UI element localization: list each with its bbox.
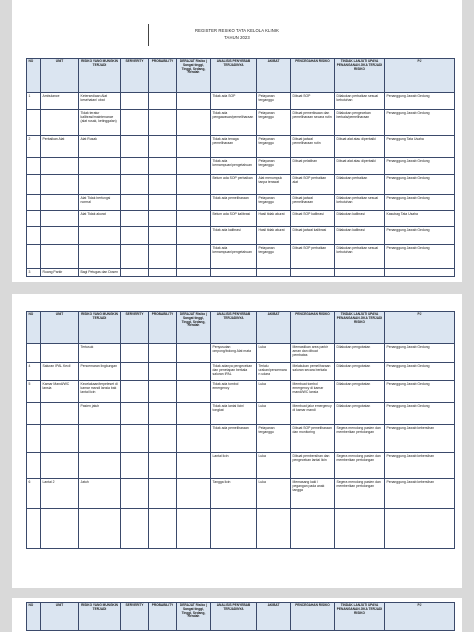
cell-no bbox=[27, 344, 41, 363]
cell-empty bbox=[149, 425, 177, 453]
cell-followup: Dilakukan kalibrasi bbox=[335, 211, 385, 227]
cell-prevent: Dibuat SOP perbaikan alat bbox=[291, 175, 335, 195]
table-row bbox=[27, 245, 455, 269]
cell-cause: Tidak ada pemeliharaan bbox=[211, 195, 257, 211]
cell-prevent: Dibuat pemeriksaan dan pemeliharaan secara rutin bbox=[291, 110, 335, 136]
cell-risk bbox=[79, 453, 121, 479]
table-row bbox=[27, 479, 455, 509]
cell-cause: Penyusutan ompong/bolong Alat mata bbox=[211, 344, 257, 363]
document-title: REGISTER RESIKO TATA KELOLA KLINIK bbox=[194, 28, 280, 33]
column-header: UNIT bbox=[41, 59, 79, 93]
cell-empty bbox=[121, 93, 149, 110]
cell-empty bbox=[149, 269, 177, 277]
cell-no bbox=[27, 425, 41, 453]
cell-unit bbox=[41, 403, 79, 425]
cell-effect: Hasil tidak akurat bbox=[257, 227, 291, 245]
cell-risk: Alat Tidak akurat bbox=[79, 211, 121, 227]
cell-risk: Alat Rusak bbox=[79, 136, 121, 158]
cell-cause: Tidak ada pengawasan/pemeliharaan bbox=[211, 110, 257, 136]
cell-empty bbox=[121, 227, 149, 245]
cell-prevent: Dibuat jadwal kalibrasi bbox=[291, 227, 335, 245]
column-header: NO bbox=[27, 59, 41, 93]
cell-risk: Bagi Petugas dan Dosen bbox=[79, 269, 121, 277]
cell-prevent: Dibuat SOP pemeliharaan dan monitoring bbox=[291, 425, 335, 453]
cell-empty bbox=[177, 110, 211, 136]
cell-empty bbox=[121, 136, 149, 158]
cell-empty bbox=[121, 403, 149, 425]
cell-no bbox=[27, 509, 41, 549]
cell-pj: Penanggung Jawab kebersihan bbox=[385, 453, 455, 479]
cell-empty bbox=[149, 509, 177, 549]
cell-cause: Belum ada SOP perbaikan bbox=[211, 175, 257, 195]
cell-empty bbox=[121, 175, 149, 195]
cell-cause bbox=[211, 509, 257, 549]
cell-unit: Ruang Parkir bbox=[41, 269, 79, 277]
table-row bbox=[27, 381, 455, 403]
cell-empty bbox=[121, 158, 149, 175]
cell-empty bbox=[177, 245, 211, 269]
cell-cause: Tidak ada kemampuan/pengetahuan bbox=[211, 158, 257, 175]
column-header: AKIBAT bbox=[257, 312, 291, 344]
cell-cause: Tangga licin bbox=[211, 479, 257, 509]
cell-effect: Alat menumpuk tanpa terawat bbox=[257, 175, 291, 195]
cell-followup: Dilakukan perbaikan sesuai kebutuhan bbox=[335, 195, 385, 211]
column-header: AKIBAT bbox=[257, 59, 291, 93]
cell-risk: Pencemaran lingkungan bbox=[79, 363, 121, 381]
table-row bbox=[27, 227, 455, 245]
cell-prevent: Dibuat jadwal pemeliharaan rutin bbox=[291, 136, 335, 158]
cell-prevent: Dibuat SOP perbaikan bbox=[291, 245, 335, 269]
column-header: SERVERITY bbox=[121, 312, 149, 344]
cell-cause: Tidak ada kalibrasi bbox=[211, 227, 257, 245]
cell-cause: Belum ada SOP kalibrasi bbox=[211, 211, 257, 227]
cell-effect: Pelayanan terganggu bbox=[257, 245, 291, 269]
cell-pj bbox=[385, 509, 455, 549]
cell-prevent: Melakukan pemeliharaan saluran secara berkala bbox=[291, 363, 335, 381]
column-header: UNIT bbox=[41, 312, 79, 344]
cell-empty bbox=[177, 509, 211, 549]
cell-empty bbox=[149, 136, 177, 158]
cell-empty bbox=[149, 344, 177, 363]
cell-effect: Pelayanan terganggu bbox=[257, 158, 291, 175]
cell-empty bbox=[177, 403, 211, 425]
cell-followup: Dilakukan kalibrasi bbox=[335, 227, 385, 245]
cell-pj: Penanggung Jawab Gedung bbox=[385, 245, 455, 269]
column-header: RISIKO YANG MUNGKIN TERJADI bbox=[79, 59, 121, 93]
cell-effect bbox=[257, 269, 291, 277]
cell-followup: Dilakukan pengobatan bbox=[335, 403, 385, 425]
cell-pj: Penanggung Jawab Gedung bbox=[385, 381, 455, 403]
cell-pj: Penanggung Jawab Gedung bbox=[385, 363, 455, 381]
table-row bbox=[27, 269, 455, 277]
cell-empty bbox=[121, 453, 149, 479]
cell-unit bbox=[41, 158, 79, 175]
cell-no bbox=[27, 158, 41, 175]
cell-effect: Pelayanan terganggu bbox=[257, 110, 291, 136]
cell-no: 2 bbox=[27, 136, 41, 158]
cell-effect: Luka bbox=[257, 381, 291, 403]
cell-cause: Tidak ada kemampuan/pengetahuan bbox=[211, 245, 257, 269]
cell-no: 4 bbox=[27, 363, 41, 381]
cell-empty bbox=[177, 211, 211, 227]
cell-empty bbox=[149, 195, 177, 211]
column-header: DERAJAT Risiko ( Sangat tinggi, Tinggi, Sedang, Rendah bbox=[177, 59, 211, 93]
cell-empty bbox=[121, 425, 149, 453]
cell-no bbox=[27, 403, 41, 425]
cell-followup: Dibuat alat atau diperbaiki bbox=[335, 136, 385, 158]
cell-prevent: Dibuat pembersihan dan pengecekan lantai licin bbox=[291, 453, 335, 479]
cell-pj: Penanggung Tata Usaha bbox=[385, 136, 455, 158]
column-header: SERVERITY bbox=[121, 59, 149, 93]
cell-pj: Penanggung Jawab kebersihan bbox=[385, 479, 455, 509]
cell-risk bbox=[79, 245, 121, 269]
cell-no bbox=[27, 227, 41, 245]
cell-effect: Hasil tidak akurat bbox=[257, 211, 291, 227]
risk-register-table-1 bbox=[26, 58, 455, 277]
cell-no bbox=[27, 195, 41, 211]
table-row bbox=[27, 453, 455, 479]
cell-no: 1 bbox=[27, 93, 41, 110]
cell-effect: Luka bbox=[257, 344, 291, 363]
cell-cause: Tidak ada lantai licin/ tongkat bbox=[211, 403, 257, 425]
column-header: DERAJAT Risiko ( Sangat tinggi, Tinggi, Sedang, Rendah bbox=[177, 603, 211, 631]
column-header: ANALISIS PENYEBAB TERJADINYA bbox=[211, 312, 257, 344]
table-row bbox=[27, 403, 455, 425]
column-header: TINDAK LANJUTI UPAYA PENANGANAN JIKA TERJADI RISIKO bbox=[335, 312, 385, 344]
column-header: PROBABILITY bbox=[149, 603, 177, 631]
column-header: AKIBAT bbox=[257, 603, 291, 631]
cell-unit bbox=[41, 227, 79, 245]
cell-risk: Kecelakaan/terpeleset di kamar mandi lansia bak lantai licin bbox=[79, 381, 121, 403]
cell-cause bbox=[211, 269, 257, 277]
cell-prevent: Membuat tombol emergency di kamar mandi/WC lansia bbox=[291, 381, 335, 403]
cell-empty bbox=[149, 110, 177, 136]
cell-no: 3 bbox=[27, 269, 41, 277]
cell-no: 5 bbox=[27, 381, 41, 403]
cell-empty bbox=[121, 110, 149, 136]
cell-no bbox=[27, 245, 41, 269]
column-header: PJ bbox=[385, 312, 455, 344]
cell-followup bbox=[335, 269, 385, 277]
cell-risk: Jatuh bbox=[79, 479, 121, 509]
cell-prevent: Dibuat SOP bbox=[291, 93, 335, 110]
cell-risk: Ketersediaan Alat kesehatan/ obat bbox=[79, 93, 121, 110]
cell-cause: Tidak ada tombol emergency bbox=[211, 381, 257, 403]
column-header: PROBABILITY bbox=[149, 312, 177, 344]
cell-unit: Ambulance bbox=[41, 93, 79, 110]
cell-empty bbox=[177, 363, 211, 381]
cell-risk bbox=[79, 227, 121, 245]
table-row bbox=[27, 110, 455, 136]
table-row bbox=[27, 425, 455, 453]
column-header: PENCEGAHAN RISIKO bbox=[291, 59, 335, 93]
cell-effect: Luka bbox=[257, 403, 291, 425]
table-header-row bbox=[27, 603, 455, 631]
table-row bbox=[27, 136, 455, 158]
table-row bbox=[27, 509, 455, 549]
cell-effect: Pelayanan terganggu bbox=[257, 425, 291, 453]
column-header: UNIT bbox=[41, 603, 79, 631]
cell-cause: Tidak ada SOP bbox=[211, 93, 257, 110]
cell-pj: Penanggung Jawab Gedung bbox=[385, 227, 455, 245]
cell-empty bbox=[149, 403, 177, 425]
column-header: PJ bbox=[385, 603, 455, 631]
cell-empty bbox=[149, 175, 177, 195]
cell-followup: Dilakukan pengobatan bbox=[335, 381, 385, 403]
cell-followup: Segera menolong pasien dan memberikan pertolongan bbox=[335, 453, 385, 479]
cell-risk bbox=[79, 425, 121, 453]
cell-empty bbox=[177, 269, 211, 277]
cell-unit bbox=[41, 425, 79, 453]
cell-no bbox=[27, 110, 41, 136]
document-page-1 bbox=[12, 0, 462, 282]
cell-prevent: Memasang kaki / pegangan pada anak tangga bbox=[291, 479, 335, 509]
cell-effect: Luka bbox=[257, 479, 291, 509]
cell-empty bbox=[121, 381, 149, 403]
cell-effect: Terlalu urakan/pencemaran udara bbox=[257, 363, 291, 381]
cell-risk: Tertusuk bbox=[79, 344, 121, 363]
cell-pj: Penanggung Jawab Gedung bbox=[385, 175, 455, 195]
column-header: SERVERITY bbox=[121, 603, 149, 631]
cell-unit bbox=[41, 509, 79, 549]
cell-empty bbox=[149, 245, 177, 269]
cell-unit: Lantai 2 bbox=[41, 479, 79, 509]
column-header: TINDAK LANJUTI UPAYA PENANGANAN JIKA TERJADI RISIKO bbox=[335, 59, 385, 93]
cell-empty bbox=[177, 479, 211, 509]
cell-prevent: Dibuat SOP kalibrasi bbox=[291, 211, 335, 227]
cell-risk: Pasien jatuh bbox=[79, 403, 121, 425]
table-row bbox=[27, 93, 455, 110]
column-header: PENCEGAHAN RISIKO bbox=[291, 603, 335, 631]
document-page-3 bbox=[12, 598, 462, 632]
column-header: RISIKO YANG MUNGKIN TERJADI bbox=[79, 603, 121, 631]
cell-followup: Dilakukan perbaikan bbox=[335, 175, 385, 195]
cell-followup: Segera menolong pasien dan memberikan pertolongan bbox=[335, 479, 385, 509]
cell-empty bbox=[177, 344, 211, 363]
cell-pj bbox=[385, 269, 455, 277]
column-header: DERAJAT Risiko ( Sangat tinggi, Tinggi, Sedang, Rendah bbox=[177, 312, 211, 344]
cell-pj: Penanggung Jawab Gedung bbox=[385, 110, 455, 136]
column-header: ANALISIS PENYEBAB TERJADINYA bbox=[211, 59, 257, 93]
cell-followup bbox=[335, 509, 385, 549]
cell-empty bbox=[149, 93, 177, 110]
risk-register-table-3 bbox=[26, 602, 455, 631]
cell-empty bbox=[149, 158, 177, 175]
cell-pj: Penanggung Jawab Gedung bbox=[385, 93, 455, 110]
cell-empty bbox=[177, 93, 211, 110]
table-row bbox=[27, 344, 455, 363]
cell-followup: Dilakukan perbaikan sesuai kebutuhan bbox=[335, 245, 385, 269]
cell-no bbox=[27, 211, 41, 227]
cell-no: 6 bbox=[27, 479, 41, 509]
cell-unit bbox=[41, 175, 79, 195]
cell-empty bbox=[149, 381, 177, 403]
cell-empty bbox=[149, 479, 177, 509]
cell-empty bbox=[121, 245, 149, 269]
table-row bbox=[27, 211, 455, 227]
cell-pj: Penanggung Jawab Gedung bbox=[385, 344, 455, 363]
cell-empty bbox=[121, 344, 149, 363]
cell-risk: Alat Tidak berfungsi normal bbox=[79, 195, 121, 211]
cell-no bbox=[27, 175, 41, 195]
cell-followup: Dilakukan pengobatan bbox=[335, 363, 385, 381]
cell-unit bbox=[41, 195, 79, 211]
cell-effect: Pelayanan terganggu bbox=[257, 136, 291, 158]
cell-empty bbox=[177, 158, 211, 175]
cell-effect bbox=[257, 509, 291, 549]
cell-unit bbox=[41, 211, 79, 227]
cell-prevent: Dibuat jadwal pemeliharaan bbox=[291, 195, 335, 211]
column-header: NO bbox=[27, 603, 41, 631]
cell-effect: Pelayanan terganggu bbox=[257, 195, 291, 211]
cell-prevent: Dibuat pelatihan bbox=[291, 158, 335, 175]
cell-unit bbox=[41, 110, 79, 136]
cell-empty bbox=[177, 227, 211, 245]
cell-pj: Penanggung Jawab Gedung bbox=[385, 195, 455, 211]
cell-empty bbox=[177, 175, 211, 195]
column-header: PENCEGAHAN RISIKO bbox=[291, 312, 335, 344]
cell-risk bbox=[79, 175, 121, 195]
cell-risk bbox=[79, 509, 121, 549]
cell-followup: Segera menolong pasien dan memberikan pertolongan bbox=[335, 425, 385, 453]
cell-unit bbox=[41, 245, 79, 269]
cell-cause: Tidak ada pemeliharaan bbox=[211, 425, 257, 453]
cell-unit bbox=[41, 453, 79, 479]
cell-prevent: Membuat jalur emergency di kamar mandi bbox=[291, 403, 335, 425]
cell-followup: Dilakukan pengobatan bbox=[335, 344, 385, 363]
cell-cause: Lantai licin bbox=[211, 453, 257, 479]
cell-pj: Kasubag Tata Usaha bbox=[385, 211, 455, 227]
cell-pj: Penanggung Jawab kebersihan bbox=[385, 425, 455, 453]
cell-followup: Dilakukan perbaikan sesuai kebutuhan bbox=[335, 93, 385, 110]
document-page-2 bbox=[12, 294, 462, 588]
cell-empty bbox=[121, 211, 149, 227]
cell-empty bbox=[149, 211, 177, 227]
cell-empty bbox=[177, 136, 211, 158]
cell-unit: Saluran IPAL Kecil bbox=[41, 363, 79, 381]
cell-pj: Penanggung Jawab Gedung bbox=[385, 158, 455, 175]
table-row bbox=[27, 175, 455, 195]
column-header: PJ bbox=[385, 59, 455, 93]
cell-empty bbox=[177, 453, 211, 479]
cell-prevent: Memastikan area parkir aman dan dibuat pembatas bbox=[291, 344, 335, 363]
cell-pj: Penanggung Jawab Gedung bbox=[385, 403, 455, 425]
cell-empty bbox=[177, 425, 211, 453]
cell-cause: Tidak adanya pengecekan dan penetapan berkala saluran IPAL bbox=[211, 363, 257, 381]
cell-prevent bbox=[291, 509, 335, 549]
cell-empty bbox=[121, 195, 149, 211]
table-row bbox=[27, 195, 455, 211]
cell-empty bbox=[121, 509, 149, 549]
cell-cause: Tidak ada tenaga pemeliharaan bbox=[211, 136, 257, 158]
table-row bbox=[27, 158, 455, 175]
cell-empty bbox=[177, 381, 211, 403]
cell-unit: Perbaikan Alat bbox=[41, 136, 79, 158]
column-header: TINDAK LANJUTI UPAYA PENANGANAN JIKA TERJADI RISIKO bbox=[335, 603, 385, 631]
cell-unit bbox=[41, 344, 79, 363]
table-header-row bbox=[27, 312, 455, 344]
cell-prevent bbox=[291, 269, 335, 277]
column-header: RISIKO YANG MUNGKIN TERJADI bbox=[79, 312, 121, 344]
cell-empty bbox=[121, 269, 149, 277]
table-row bbox=[27, 363, 455, 381]
risk-register-table-2 bbox=[26, 311, 455, 549]
table-header-row bbox=[27, 59, 455, 93]
column-header: PROBABILITY bbox=[149, 59, 177, 93]
cell-unit: Kamar Mandi/WC lansia bbox=[41, 381, 79, 403]
cell-empty bbox=[149, 227, 177, 245]
cell-empty bbox=[149, 453, 177, 479]
cell-followup: Dilakukan pengecekan berkala/pemeliharaan bbox=[335, 110, 385, 136]
column-header: ANALISIS PENYEBAB TERJADINYA bbox=[211, 603, 257, 631]
cell-followup: Dibuat alat atau diperbaiki bbox=[335, 158, 385, 175]
cell-empty bbox=[121, 479, 149, 509]
cell-empty bbox=[121, 363, 149, 381]
cell-empty bbox=[177, 195, 211, 211]
cell-empty bbox=[149, 363, 177, 381]
document-year: TAHUN 2023 bbox=[224, 35, 250, 40]
cell-no bbox=[27, 453, 41, 479]
cell-effect: Luka bbox=[257, 453, 291, 479]
cell-risk: Tidak teratur kalibrasi/maintenance (alat rusak, ketinggalan) bbox=[79, 110, 121, 136]
cell-risk bbox=[79, 158, 121, 175]
cell-effect: Pelayanan terganggu bbox=[257, 93, 291, 110]
column-header: NO bbox=[27, 312, 41, 344]
